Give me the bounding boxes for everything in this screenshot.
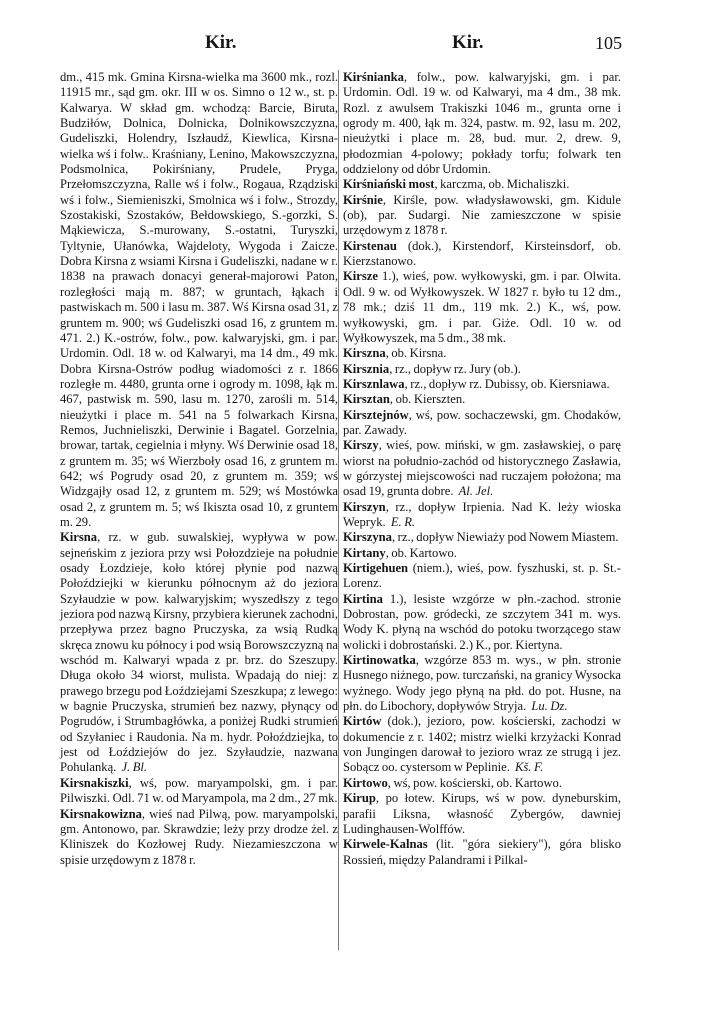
entry-headword: Kirtowo — [343, 775, 388, 790]
entry-headword: Kirsznia — [343, 361, 390, 376]
dictionary-entry — [343, 714, 621, 775]
entry-headword: Kirtinowatka — [343, 653, 416, 668]
entry-text: , rz., dopływ rz. Dubissy, ob. Kiersniawa. — [404, 376, 610, 391]
dictionary-entry — [343, 791, 621, 837]
entry-headword: Kirwele-Kalnas — [343, 837, 428, 852]
right-column — [343, 70, 621, 868]
dictionary-entry — [60, 807, 338, 868]
entry-headword: Kirszyna — [343, 530, 392, 545]
dictionary-entry — [343, 408, 621, 439]
entry-text: , rz., dopływ Irpienia. Nad K. leży wioska Wepryk. — [343, 499, 621, 529]
entry-text: , ob. Kierszten. — [389, 392, 466, 407]
dictionary-entry — [343, 239, 621, 270]
entry-text: , ob. Kartowo. — [385, 545, 457, 560]
dictionary-entry — [343, 530, 621, 545]
entry-headword: Kirśnianka — [343, 70, 404, 84]
dictionary-entry — [60, 776, 338, 807]
dictionary-entry — [343, 438, 621, 499]
dictionary-entry — [343, 362, 621, 377]
left-column — [60, 70, 338, 868]
entry-headword: Kirsna — [60, 530, 98, 545]
entry-text: dm., 415 mk. Gmina Kirsna-wielka ma 3600 mk., rozl. 11915 mr., sąd gm. okr. III w os. Simno o 12 w., st. p. Kalwarya. W skład gm. wchodzą: Barcie, Biruta, Budziłów, Dolnica, Dolnicka, Dolnikowszczyzna, Gudeliszki, Holendry, Iszłaudź, Kiewlica, Kirsna-wielka wś i folw.. Kraśniany, Lenino, Makowszczyzna, Podsmolnica, Pokirśniany, Prudele, Pryga, Przełomszczyzna, Ralle wś i folw., Rogaua, Rządziski wś i folw., Siemieniszki, Smolnica wś i folw., Strozdy, Szostakiski, Szostaków, Bełdowskiego, S.-gorzki, S. Mąkiewicza, S.-murowany, S.-ostatni, Turyszki, Tyltynie, Ułanówka, Wajdeloty, Wygoda i Zaicze. Dobra Kirsna z wsiami Kirsna i Gudeliszki, nadane w r. 1838 na prawach donacyi generał-majorowi Paton, rozległości mają m. 887; w gruntach, łąkach i pastwiskach m. 500 i lasu m. 387. Wś Kirsna osad 31, z gruntem m. 900; wś Gudeliszki osad 16, z gruntem m. 471. 2.) K.-ostrów, folw., pow. kalwaryjski, gm. i par. Urdomin. Odl. 18 w. od Kalwaryi, ma 14 dm., 49 mk. Dobra Kirsna-Ostrów podług wiadomości z r. 1866 rozległe m. 4480, grunta orne i ogrody m. 1098, łąk m. 467, pastwisk m. 590, lasu m. 1270, zarośli m. 514, nieużytki i place m. 541 na 5 folwarkach Kirsna, Remos, Juchnieliszki, Derwinie i Bagatel. Gorzelnia, browar, tartak, cegielnia i młyny. Wś Derwinie osad 18, z gruntem m. 35; wś Wierzboły osad 16, z gruntem m. 642; wś Pogrudy osad 20, z gruntem m. 359; wś Widzgajły osad 12, z gruntem m. 529; wś Mostówka osad 2, z gruntem m. 5; wś Ikiszta osad 10, z gruntem m. 29. — [60, 70, 338, 529]
entry-headword: Kirtany — [343, 545, 386, 560]
entry-headword: Kirtina — [343, 591, 383, 606]
dictionary-entry — [343, 70, 621, 177]
entry-signature: Kš. F. — [515, 760, 544, 775]
entry-text: , wieś, pow. miński, w gm. zasławskiej, o parę wiorst na południo-zachód od historycznego Zasławia, w górzystej miejscowości nad ruczajem położona; ma osad 19, grunta dobre. — [343, 438, 621, 499]
running-head-left: Kir. — [205, 32, 237, 53]
entry-headword: Kirstenau — [343, 238, 397, 253]
entry-headword: Kirszy — [343, 438, 379, 453]
entry-text: , wś, pow. kościerski, ob. Kartowo. — [387, 775, 563, 790]
entry-text: , rz., dopływ Niewiaży pod Nowem Miastem. — [391, 530, 619, 545]
entry-headword: Kirsztan — [343, 392, 390, 407]
entry-headword: Kirtów — [343, 714, 382, 729]
entry-text: (lit. "góra siekiery"), góra blisko Rossień, między Palandrami i Pilkal- — [343, 837, 621, 867]
dictionary-entry — [343, 500, 621, 531]
entry-text: (dok.), Kirstendorf, Kirsteinsdorf, ob. Kierzstanowo. — [343, 238, 621, 269]
dictionary-entry — [343, 561, 621, 592]
entry-signature: Al. Jel. — [458, 484, 494, 499]
dictionary-entry — [343, 177, 621, 192]
entry-signature: Lu. Dz. — [531, 699, 568, 714]
entry-text: , wś, pow. maryampolski, gm. i par. Pilwiszki. Odl. 71 w. od Maryampola, ma 2 dm., 27 mk. — [60, 775, 338, 806]
entry-headword: Kirsnakiszki — [60, 775, 129, 790]
entry-headword: Kirszna — [343, 346, 386, 361]
entry-text: 1.), lesiste wzgórze w płn.-zachod. stronie Dobrostan, pow. gródecki, ze szczytem 341 m. wys. Wody K. płyną na wschód do potoku tworzącego staw wolicki i dobrostański. 2.) K., por. Kiertyna. — [343, 591, 621, 652]
dictionary-entry — [343, 546, 621, 561]
entry-headword: Kirsnakowizna — [60, 806, 142, 821]
entry-text: , rz., dopływ rz. Jury (ob.). — [389, 361, 521, 376]
entry-text: , ob. Kirsna. — [385, 346, 447, 361]
entry-headword: Kirsznlawa — [343, 376, 405, 391]
entry-text: , Kirśle, pow. władysławowski, gm. Kidule (ob), par. Sudargi. Nie zamieszczone w spisie urzędowym z 1878 r. — [343, 192, 621, 238]
dictionary-entry — [343, 193, 621, 239]
entry-text: (niem.), wieś, pow. fyszhuski, st. p. St.-Lorenz. — [343, 561, 621, 591]
entry-headword: Kirsze — [343, 269, 378, 284]
column-divider — [338, 70, 339, 950]
dictionary-entry — [60, 70, 338, 530]
entry-text: , folw., pow. kalwaryjski, gm. i par. Urdomin. Odl. 19 w. od Kalwaryi, ma 4 dm., 38 mk. Rozl. z awulsem Trakiszki 1046 m., grunta orne i ogrody m. 400, łąk m. 324, pastw. m. 92, lasu m. 202, nieużytki i place m. 28, bud. mur. 2, drew. 9, płodozmian 4-polowy; pokłady torfu; folwark ten oddzielony od dóbr Urdomin. — [343, 70, 621, 177]
running-head-center: Kir. — [452, 32, 484, 53]
dictionary-entry — [343, 592, 621, 653]
dictionary-entry — [343, 837, 621, 868]
dictionary-entry — [60, 530, 338, 776]
entry-text: , wś, pow. sochaczewski, gm. Chodaków, par. Zawady. — [343, 407, 621, 437]
entry-headword: Kirup — [343, 791, 376, 806]
dictionary-entry — [343, 776, 621, 791]
entry-text: 1.), wieś, pow. wyłkowyski, gm. i par. Olwita. Odl. 9 w. od Wyłkowyszek. W 1827 r. było tu 12 dm., 78 mk.; dziś 11 dm., 119 mk. 2.) K., wś, pow. wyłkowyski, gm. i par. Giże. Odl. 10 w. od Wyłkowyszek, ma 5 dm., 38 mk. — [343, 269, 621, 345]
entry-text: , po łotew. Kirups, wś w pow. dyneburskim, parafii Liksna, własność Zybergów, dawniej Ludinghausen-Wolffów. — [343, 791, 621, 836]
entry-headword: Kirtigehuen — [343, 561, 409, 575]
dictionary-entry — [343, 377, 621, 392]
entry-headword: Kirśniański most — [343, 177, 435, 192]
entry-text: (dok.), jezioro, pow. kościerski, zachodzi w dokumencie z r. 1402; mistrz wielki krzyżacki Konrad von Jungingen darował to jezioro wraz ze strugą i jez. Sobącz oo. cystersom w Peplinie. — [343, 714, 621, 775]
entry-signature: E. R. — [390, 514, 416, 529]
dictionary-entry — [343, 269, 621, 346]
entry-text: , rz. w gub. suwalskiej, wypływa w pow. sejneńskim z jeziora przy wsi Połozdzieje na południe osady Łozdzieje, koło której płynie pod nazwą Połoździejki w kierunku północnym aż do jeziora Szyłaudzie w pow. kalwaryjskim; wyszedłszy z tego jeziora pod nazwą Kirsny, przybiera kierunek zachodni, przepływa przez bagno Pruczyska, za wsią Rudką skręca znowu ku północy i pod wsią Borowszczyzną na wschód m. Kalwaryi wpada z pr. brz. do Szeszupy. Długa około 34 wiorst, mulista. Wpadają do niej: z prawego brzegu pod Łoździejami Szeszkupa; z lewego: w bagnie Pruczyska, strumień bez nazwy, płynący od Pogrudów, i Strumbagłówka, a poniżej Rudki strumień od Szyłaniec i Raudonia. Na m. hydr. Połoździejka, to jest od Łoździejów do jez. Szyłaudzie, nazwana Pohulanką. — [60, 530, 338, 775]
entry-headword: Kirsztejnów — [343, 407, 409, 422]
entry-headword: Kirśnie — [343, 192, 383, 207]
entry-headword: Kirszyn — [343, 499, 386, 514]
entry-text: , wzgórze 853 m. wys., w płn. stronie Husnego niżnego, pow. turczański, na granicy Wysocka wyżnego. Wody jego płyną na płd. do pot. Husne, na płn. do Libochory, dopływów Stryja. — [343, 653, 621, 714]
dictionary-entry — [343, 346, 621, 361]
entry-text: , karczma, ob. Michaliszki. — [434, 177, 570, 192]
entry-text: , wieś nad Pilwą, pow. maryampolski, gm. Antonowo, par. Skrawdzie; leży przy drodze żel. z Kliniszek do Kozłowej Rudy. Niezamieszczona w spisie urzędowym z 1878 r. — [60, 806, 338, 867]
entry-signature: J. Bl. — [121, 760, 148, 775]
dictionary-entry — [343, 392, 621, 407]
dictionary-entry — [343, 653, 621, 714]
page-number: 105 — [595, 33, 622, 53]
